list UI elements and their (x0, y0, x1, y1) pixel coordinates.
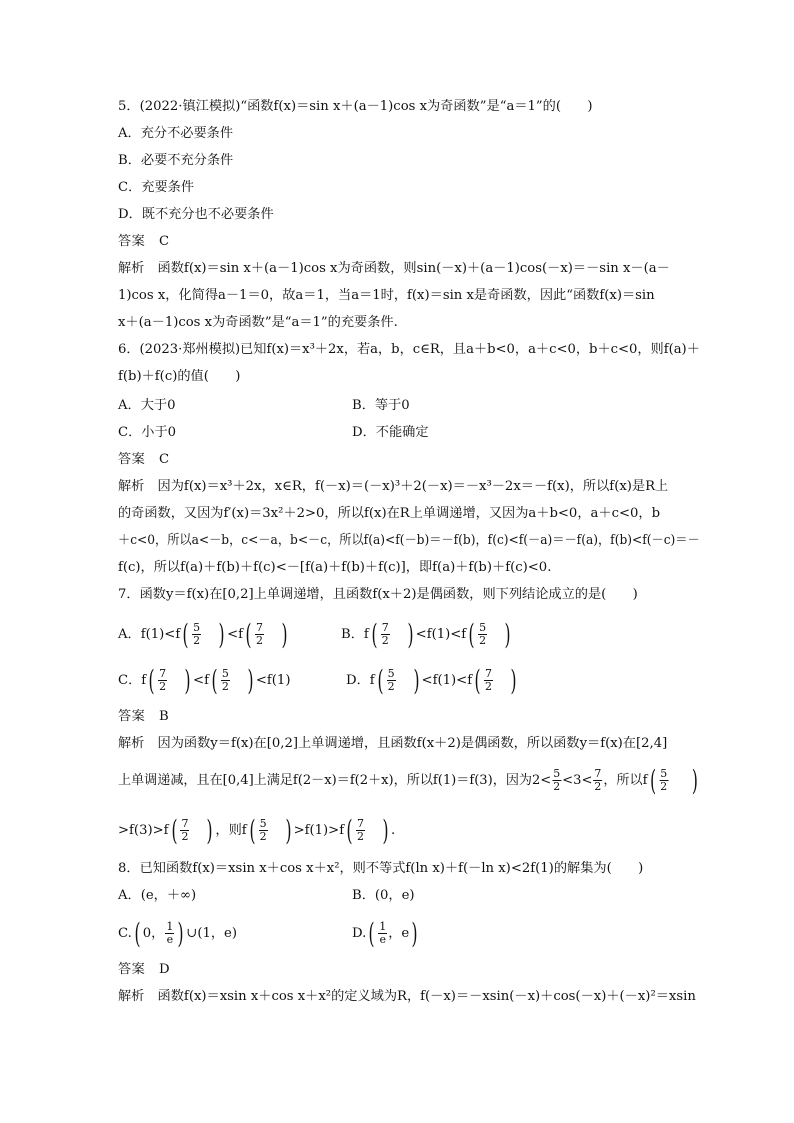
fraction-7-2: $\frac{7}{2}$ (181, 817, 189, 843)
q5-answer: 答案 C (118, 234, 170, 249)
q6-stem-line-1: 6．(2023·郑州模拟)已知f(x)＝x³＋2x，若a，b，c∈R，且a＋b<0，a＋c<0，b＋c<0，则f(a)＋ (118, 342, 700, 357)
q5-option-c: C．充要条件 (118, 180, 195, 195)
fraction-1-e: $\frac{1}{e}$ (166, 920, 174, 946)
q5-option-d: D．既不充分也不必要条件 (118, 207, 274, 222)
q6-option-c: C．小于0 (118, 425, 177, 440)
fraction-5-2: $\frac{5}{2}$ (221, 667, 229, 693)
fraction-7-2: $\frac{7}{2}$ (357, 817, 365, 843)
q8-option-c: C.( 0， $\frac{1}{e}$ ) ∪(1，e) (118, 916, 237, 950)
q8-answer: 答案 D (118, 962, 171, 977)
fraction-5-2: $\frac{5}{2}$ (193, 621, 201, 647)
q7-option-c: C．f( $\frac{7}{2}$ ) <f( $\frac{5}{2}$ ) <f(1) (118, 663, 291, 697)
q6-stem-line-2: f(b)＋f(c)的值( ) (118, 369, 241, 384)
q7-option-d: D．f( $\frac{5}{2}$ ) <f(1)<f( $\frac{7}{2}$ ) (346, 663, 517, 697)
fraction-5-2: $\frac{5}{2}$ (479, 621, 487, 647)
q8-solution-line-1: 解析 函数f(x)＝xsin x＋cos x＋x²的定义域为R，f(－x)＝－xsin(－x)＋cos(－x)＋(－x)²＝xsin (118, 989, 696, 1004)
q7-answer: 答案 B (118, 709, 170, 724)
q5-solution-line-3: x＋(a－1)cos x为奇函数”是“a＝1”的充要条件. (118, 315, 398, 330)
q6-answer: 答案 C (118, 452, 170, 467)
q6-option-b: B．等于0 (352, 398, 410, 413)
q6-option-d: D．不能确定 (352, 425, 429, 440)
q5-solution-line-2: 1)cos x，化简得a－1＝0，故a＝1，当a＝1时，f(x)＝sin x是奇函数，因此“函数f(x)＝sin (118, 288, 655, 303)
q6-solution-line-4: f(c)，所以f(a)＋f(b)＋f(c)<－[f(a)＋f(b)＋f(c)]，即f(a)＋f(b)＋f(c)<0. (118, 560, 552, 575)
q5-option-a: A．充分不必要条件 (118, 126, 234, 141)
q7-solution-line-2: 上单调递减，且在[0,4]上满足f(2－x)＝f(2＋x)，所以f(1)＝f(3)，因为2< $\frac{5}{2}$ <3< $\frac{7}{2}$ ，所以f( $\frac{5}{2}$ ) (118, 763, 698, 797)
q7-a-label: A．f(1)<f (118, 627, 181, 642)
q7-option-a: A．f(1)<f( $\frac{5}{2}$ ) <f( $\frac{7}{2}$ ) (118, 617, 288, 651)
q6-solution-line-3: ＋c<0，所以a<－b，c<－a，b<－c，所以f(a)<f(－b)＝－f(b)，f(c)<f(－a)＝－f(a)，f(b)<f(－c)＝－ (118, 533, 700, 548)
fraction-5-2: $\frac{5}{2}$ (553, 767, 561, 793)
q8-option-a: A．(e，＋∞) (118, 888, 197, 903)
q6-solution-line-2: 的奇函数，又因为f′(x)＝3x²＋2>0，所以f(x)在R上单调递增，又因为a＋b<0，a＋c<0，b (118, 506, 661, 521)
q8-option-d: D.( $\frac{1}{e}$ ，e) (352, 916, 418, 950)
q7-stem: 7．函数y＝f(x)在[0,2]上单调递增，且函数f(x＋2)是偶函数，则下列结论成立的是( ) (118, 587, 638, 602)
fraction-7-2: $\frac{7}{2}$ (594, 767, 602, 793)
q7-option-b: B．f( $\frac{7}{2}$ ) <f(1)<f( $\frac{5}{2}$ ) (341, 617, 511, 651)
fraction-5-2: $\frac{5}{2}$ (660, 767, 668, 793)
fraction-7-2: $\frac{7}{2}$ (255, 621, 263, 647)
fraction-5-2: $\frac{5}{2}$ (387, 667, 395, 693)
q8-stem: 8．已知函数f(x)＝xsin x＋cos x＋x²，则不等式f(ln x)＋f(－ln x)<2f(1)的解集为( ) (118, 861, 644, 876)
fraction-7-2: $\frac{7}{2}$ (485, 667, 493, 693)
q5-option-b: B．必要不充分条件 (118, 153, 234, 168)
fraction-5-2: $\frac{5}{2}$ (259, 817, 267, 843)
q7-solution-line-3: >f(3)>f( $\frac{7}{2}$ ) ，则f( $\frac{5}{2}$ ) >f(1)>f( $\frac{7}{2}$ ) . (118, 813, 396, 847)
fraction-7-2: $\frac{7}{2}$ (381, 621, 389, 647)
paren-open: ( (182, 617, 189, 651)
q7-solution-line-1: 解析 因为函数y＝f(x)在[0,2]上单调递增，且函数f(x＋2)是偶函数，所以函数y＝f(x)在[2,4] (118, 736, 668, 751)
fraction-1-e: $\frac{1}{e}$ (379, 920, 387, 946)
fraction-7-2: $\frac{7}{2}$ (159, 667, 167, 693)
q8-option-b: B．(0，e) (352, 888, 415, 903)
q6-solution-line-1: 解析 因为f(x)＝x³＋2x，x∈R，f(－x)＝(－x)³＋2(－x)＝－x³－2x＝－f(x)，所以f(x)是R上 (118, 479, 669, 494)
q5-solution-line-1: 解析 函数f(x)＝sin x＋(a－1)cos x为奇函数，则sin(－x)＋(a－1)cos(－x)＝－sin x－(a－ (118, 261, 670, 276)
q6-option-a: A．大于0 (118, 398, 176, 413)
q5-stem: 5．(2022·镇江模拟)“函数f(x)＝sin x＋(a－1)cos x为奇函数”是“a＝1”的( ) (118, 99, 593, 114)
